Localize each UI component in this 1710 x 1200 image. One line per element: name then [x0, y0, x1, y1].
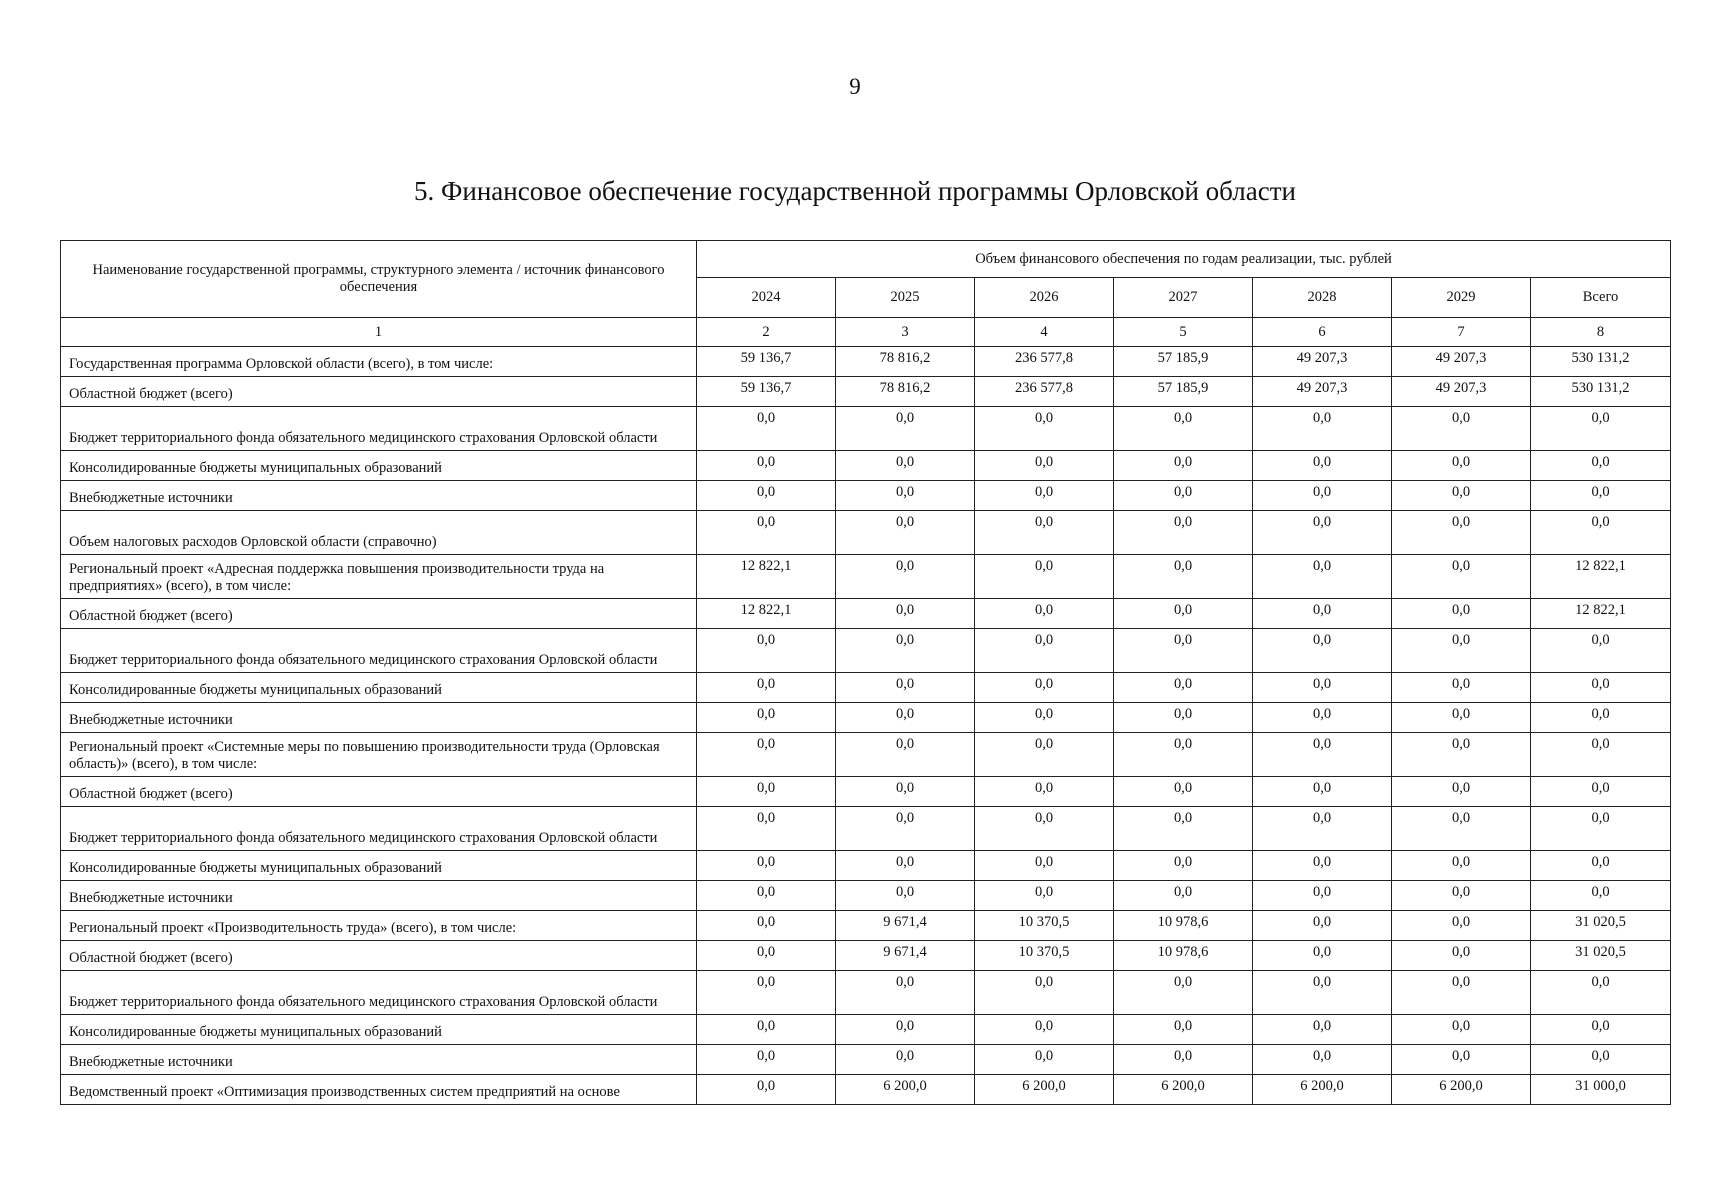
row-name: Областной бюджет (всего)	[61, 941, 697, 971]
table-row	[61, 881, 1671, 911]
column-number: 4	[975, 318, 1114, 347]
row-value: 0,0	[1392, 1015, 1531, 1045]
row-value: 0,0	[1392, 971, 1531, 1015]
row-name: Внебюджетные источники	[61, 1045, 697, 1075]
row-value: 236 577,8	[975, 377, 1114, 407]
row-value: 0,0	[1392, 777, 1531, 807]
row-value: 57 185,9	[1114, 377, 1253, 407]
row-value: 0,0	[836, 407, 975, 451]
row-value: 49 207,3	[1253, 347, 1392, 377]
year-header: 2025	[836, 278, 975, 318]
row-value: 0,0	[975, 1015, 1114, 1045]
row-value: 0,0	[697, 807, 836, 851]
row-value: 0,0	[697, 673, 836, 703]
row-value: 530 131,2	[1531, 377, 1671, 407]
row-value: 12 822,1	[1531, 599, 1671, 629]
row-value: 0,0	[1531, 481, 1671, 511]
row-value: 0,0	[1253, 1045, 1392, 1075]
row-value: 0,0	[1114, 881, 1253, 911]
row-value: 0,0	[1392, 733, 1531, 777]
table-row	[61, 347, 1671, 377]
table-row	[61, 807, 1671, 851]
row-value: 0,0	[975, 777, 1114, 807]
column-number: 6	[1253, 318, 1392, 347]
row-value: 0,0	[1114, 555, 1253, 599]
row-value: 0,0	[1114, 703, 1253, 733]
table-row	[61, 733, 1671, 777]
row-value: 0,0	[1531, 407, 1671, 451]
row-value: 0,0	[975, 599, 1114, 629]
row-value: 0,0	[1531, 777, 1671, 807]
table-row	[61, 673, 1671, 703]
row-value: 0,0	[836, 1045, 975, 1075]
table-row	[61, 1015, 1671, 1045]
column-number: 3	[836, 318, 975, 347]
row-value: 0,0	[975, 733, 1114, 777]
row-value: 0,0	[836, 629, 975, 673]
row-value: 0,0	[1114, 777, 1253, 807]
row-value: 49 207,3	[1392, 377, 1531, 407]
row-value: 0,0	[836, 703, 975, 733]
row-value: 0,0	[836, 481, 975, 511]
row-name: Государственная программа Орловской области (всего), в том числе:	[61, 347, 697, 377]
row-value: 0,0	[1531, 971, 1671, 1015]
row-value: 0,0	[697, 881, 836, 911]
row-value: 0,0	[1392, 703, 1531, 733]
row-value: 0,0	[697, 777, 836, 807]
row-value: 0,0	[1114, 481, 1253, 511]
row-value: 31 020,5	[1531, 941, 1671, 971]
table-row	[61, 377, 1671, 407]
row-value: 0,0	[697, 407, 836, 451]
row-value: 0,0	[1114, 851, 1253, 881]
row-value: 0,0	[1253, 407, 1392, 451]
row-value: 12 822,1	[697, 555, 836, 599]
row-name: Региональный проект «Системные меры по повышению производительности труда (Орловская область)» (всего), в том числе:	[61, 733, 697, 777]
column-number-row	[61, 318, 1671, 347]
row-value: 0,0	[975, 629, 1114, 673]
row-value: 6 200,0	[1392, 1075, 1531, 1105]
row-value: 0,0	[836, 971, 975, 1015]
row-value: 0,0	[836, 881, 975, 911]
row-value: 0,0	[1114, 407, 1253, 451]
row-value: 0,0	[975, 1045, 1114, 1075]
row-value: 10 370,5	[975, 911, 1114, 941]
row-value: 0,0	[1392, 673, 1531, 703]
row-value: 0,0	[975, 451, 1114, 481]
row-value: 0,0	[697, 629, 836, 673]
row-name: Ведомственный проект «Оптимизация производственных систем предприятий на основе	[61, 1075, 697, 1105]
table-row	[61, 777, 1671, 807]
row-value: 6 200,0	[836, 1075, 975, 1105]
row-value: 0,0	[1392, 599, 1531, 629]
row-value: 9 671,4	[836, 911, 975, 941]
row-value: 236 577,8	[975, 347, 1114, 377]
row-name: Внебюджетные источники	[61, 481, 697, 511]
row-value: 9 671,4	[836, 941, 975, 971]
row-value: 0,0	[697, 851, 836, 881]
row-value: 0,0	[1531, 629, 1671, 673]
row-value: 0,0	[1253, 673, 1392, 703]
row-name: Региональный проект «Производительность труда» (всего), в том числе:	[61, 911, 697, 941]
row-value: 0,0	[975, 881, 1114, 911]
row-value: 0,0	[1253, 481, 1392, 511]
row-value: 12 822,1	[1531, 555, 1671, 599]
row-value: 0,0	[697, 703, 836, 733]
row-value: 10 978,6	[1114, 911, 1253, 941]
row-value: 0,0	[697, 1075, 836, 1105]
table-row	[61, 971, 1671, 1015]
row-value: 0,0	[975, 851, 1114, 881]
header-name: Наименование государственной программы, структурного элемента / источник финансового обеспечения	[61, 241, 697, 318]
row-value: 0,0	[1253, 881, 1392, 911]
row-value: 0,0	[1531, 451, 1671, 481]
financing-table	[60, 240, 1671, 1105]
row-value: 0,0	[1531, 703, 1671, 733]
row-value: 0,0	[836, 851, 975, 881]
row-value: 0,0	[836, 777, 975, 807]
row-name: Региональный проект «Адресная поддержка повышения производительности труда на предприятиях» (всего), в том числе:	[61, 555, 697, 599]
row-value: 0,0	[1253, 941, 1392, 971]
table-body	[61, 347, 1671, 1105]
year-header: 2028	[1253, 278, 1392, 318]
row-value: 49 207,3	[1253, 377, 1392, 407]
row-value: 0,0	[975, 481, 1114, 511]
row-value: 0,0	[1253, 777, 1392, 807]
row-value: 0,0	[697, 1045, 836, 1075]
table-row	[61, 511, 1671, 555]
row-name: Внебюджетные источники	[61, 703, 697, 733]
table-row	[61, 555, 1671, 599]
row-value: 0,0	[1114, 1045, 1253, 1075]
row-value: 31 000,0	[1531, 1075, 1671, 1105]
table-row	[61, 451, 1671, 481]
row-value: 0,0	[1531, 511, 1671, 555]
row-value: 0,0	[975, 673, 1114, 703]
row-value: 0,0	[1253, 733, 1392, 777]
table-row	[61, 629, 1671, 673]
column-number: 2	[697, 318, 836, 347]
row-value: 0,0	[697, 911, 836, 941]
row-value: 0,0	[1531, 673, 1671, 703]
row-value: 0,0	[836, 733, 975, 777]
row-value: 0,0	[1531, 733, 1671, 777]
row-value: 0,0	[1253, 703, 1392, 733]
row-value: 0,0	[1114, 1015, 1253, 1045]
row-name: Объем налоговых расходов Орловской области (справочно)	[61, 511, 697, 555]
row-value: 0,0	[975, 703, 1114, 733]
row-value: 0,0	[1253, 451, 1392, 481]
row-value: 0,0	[1114, 807, 1253, 851]
row-value: 0,0	[1114, 733, 1253, 777]
row-value: 0,0	[697, 481, 836, 511]
row-value: 0,0	[1114, 673, 1253, 703]
column-number: 7	[1392, 318, 1531, 347]
year-header: 2026	[975, 278, 1114, 318]
row-name: Бюджет территориального фонда обязательного медицинского страхования Орловской области	[61, 407, 697, 451]
row-name: Бюджет территориального фонда обязательного медицинского страхования Орловской области	[61, 807, 697, 851]
table-row	[61, 851, 1671, 881]
row-value: 0,0	[1253, 1015, 1392, 1045]
row-name: Областной бюджет (всего)	[61, 599, 697, 629]
row-value: 0,0	[1392, 481, 1531, 511]
row-value: 59 136,7	[697, 377, 836, 407]
row-value: 0,0	[1114, 599, 1253, 629]
row-value: 0,0	[697, 451, 836, 481]
row-value: 0,0	[975, 511, 1114, 555]
row-value: 0,0	[1392, 1045, 1531, 1075]
row-value: 0,0	[697, 971, 836, 1015]
row-value: 0,0	[1392, 629, 1531, 673]
column-number: 1	[61, 318, 697, 347]
table-row	[61, 481, 1671, 511]
row-value: 0,0	[1531, 851, 1671, 881]
row-name: Консолидированные бюджеты муниципальных образований	[61, 851, 697, 881]
row-name: Бюджет территориального фонда обязательного медицинского страхования Орловской области	[61, 629, 697, 673]
table-row	[61, 1075, 1671, 1105]
row-value: 0,0	[1253, 851, 1392, 881]
row-value: 0,0	[1253, 971, 1392, 1015]
page-number: 9	[849, 74, 861, 99]
row-value: 0,0	[975, 407, 1114, 451]
row-value: 0,0	[1114, 629, 1253, 673]
row-value: 0,0	[1114, 511, 1253, 555]
row-value: 0,0	[836, 511, 975, 555]
row-value: 0,0	[1392, 555, 1531, 599]
row-value: 31 020,5	[1531, 911, 1671, 941]
row-value: 0,0	[836, 1015, 975, 1045]
row-name: Бюджет территориального фонда обязательного медицинского страхования Орловской области	[61, 971, 697, 1015]
row-value: 0,0	[1392, 451, 1531, 481]
row-value: 78 816,2	[836, 347, 975, 377]
row-value: 530 131,2	[1531, 347, 1671, 377]
year-header: 2029	[1392, 278, 1531, 318]
row-value: 6 200,0	[1253, 1075, 1392, 1105]
row-value: 0,0	[1114, 971, 1253, 1015]
row-value: 0,0	[975, 555, 1114, 599]
row-value: 0,0	[1392, 511, 1531, 555]
row-value: 0,0	[1392, 941, 1531, 971]
row-value: 0,0	[697, 941, 836, 971]
year-header: 2027	[1114, 278, 1253, 318]
row-value: 0,0	[1392, 807, 1531, 851]
row-name: Консолидированные бюджеты муниципальных образований	[61, 1015, 697, 1045]
row-value: 0,0	[1392, 911, 1531, 941]
row-value: 0,0	[836, 555, 975, 599]
row-value: 0,0	[1531, 1045, 1671, 1075]
row-value: 0,0	[836, 807, 975, 851]
row-value: 0,0	[1392, 407, 1531, 451]
row-value: 0,0	[836, 451, 975, 481]
row-name: Консолидированные бюджеты муниципальных образований	[61, 451, 697, 481]
row-value: 0,0	[1392, 881, 1531, 911]
row-value: 0,0	[836, 673, 975, 703]
table-row	[61, 911, 1671, 941]
row-value: 0,0	[975, 971, 1114, 1015]
row-value: 0,0	[1253, 629, 1392, 673]
row-value: 0,0	[697, 733, 836, 777]
row-value: 10 370,5	[975, 941, 1114, 971]
row-name: Внебюджетные источники	[61, 881, 697, 911]
row-value: 0,0	[975, 807, 1114, 851]
table-row	[61, 703, 1671, 733]
row-value: 0,0	[1531, 881, 1671, 911]
row-value: 0,0	[1531, 807, 1671, 851]
row-value: 6 200,0	[1114, 1075, 1253, 1105]
row-value: 57 185,9	[1114, 347, 1253, 377]
row-value: 0,0	[1253, 807, 1392, 851]
table-row	[61, 941, 1671, 971]
row-value: 78 816,2	[836, 377, 975, 407]
row-value: 0,0	[697, 511, 836, 555]
column-number: 8	[1531, 318, 1671, 347]
row-value: 12 822,1	[697, 599, 836, 629]
row-value: 10 978,6	[1114, 941, 1253, 971]
year-header: 2024	[697, 278, 836, 318]
row-value: 6 200,0	[975, 1075, 1114, 1105]
row-name: Областной бюджет (всего)	[61, 377, 697, 407]
row-value: 0,0	[1253, 911, 1392, 941]
row-value: 0,0	[697, 1015, 836, 1045]
row-value: 49 207,3	[1392, 347, 1531, 377]
row-value: 0,0	[1253, 511, 1392, 555]
row-value: 0,0	[836, 599, 975, 629]
row-name: Областной бюджет (всего)	[61, 777, 697, 807]
document-title: 5. Финансовое обеспечение государственной программы Орловской области	[414, 176, 1296, 206]
row-value: 0,0	[1531, 1015, 1671, 1045]
table-row	[61, 407, 1671, 451]
table-row	[61, 1045, 1671, 1075]
header-group: Объем финансового обеспечения по годам реализации, тыс. рублей	[697, 241, 1671, 278]
row-value: 0,0	[1253, 599, 1392, 629]
year-header: Всего	[1531, 278, 1671, 318]
row-value: 0,0	[1392, 851, 1531, 881]
row-value: 59 136,7	[697, 347, 836, 377]
column-number: 5	[1114, 318, 1253, 347]
row-value: 0,0	[1114, 451, 1253, 481]
table-row	[61, 599, 1671, 629]
row-value: 0,0	[1253, 555, 1392, 599]
row-name: Консолидированные бюджеты муниципальных образований	[61, 673, 697, 703]
